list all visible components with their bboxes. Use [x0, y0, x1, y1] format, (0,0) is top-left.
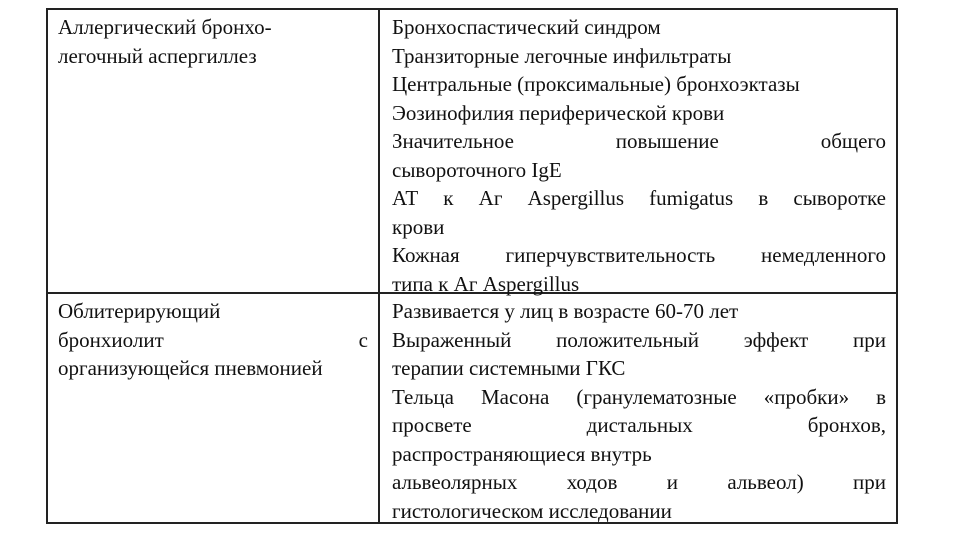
row-1-term-cell: [58, 13, 368, 70]
criteria-line: альвеолярных ходов и альвеол) при: [392, 470, 886, 494]
criteria-line: Эозинофилия периферической крови: [392, 100, 725, 125]
row-2-criteria-cell: [392, 297, 886, 525]
term-line: бронхиолит с: [58, 327, 368, 352]
table-right-border: [896, 8, 898, 524]
term-line: Аллергический бронхо-: [58, 15, 272, 39]
criteria-line: Значительное повышение общего: [392, 129, 886, 153]
criteria-line: распространяющиеся внутрь: [392, 441, 652, 466]
criteria-line: Развивается у лиц в возрасте 60-70 лет: [392, 299, 739, 323]
criteria-table: [46, 8, 898, 524]
criteria-line: Транзиторные легочные инфильтраты: [392, 43, 732, 68]
term-line: Облитерирующий: [58, 299, 221, 323]
criteria-line: Выраженный положительный эффект при: [392, 327, 886, 352]
criteria-line: типа к Аг Aspergillus: [392, 271, 580, 296]
criteria-line: терапии системными ГКС: [392, 356, 626, 380]
column-divider: [378, 8, 380, 524]
criteria-line: Тельца Масона (гранулематозные «пробки» в: [392, 384, 886, 409]
criteria-line: гистологическом исследовании: [392, 498, 672, 523]
row-1-criteria-cell: [392, 13, 886, 298]
criteria-line: крови: [392, 214, 445, 239]
row-2-term-cell: [58, 297, 368, 383]
criteria-line: Кожная гиперчувствительность немедленного: [392, 243, 886, 267]
criteria-line: просвете дистальных бронхов,: [392, 413, 886, 437]
term-line: легочный аспергиллез: [58, 43, 257, 68]
table-left-border: [46, 8, 48, 524]
criteria-line: АТ к Аг Aspergillus fumigatus в сыворотке: [392, 186, 886, 210]
table-top-border: [46, 8, 898, 10]
term-line: организующейся пневмонией: [58, 356, 323, 380]
criteria-line: Бронхоспастический синдром: [392, 15, 661, 39]
criteria-line: сывороточного IgE: [392, 157, 562, 182]
criteria-line: Центральные (проксимальные) бронхоэктазы: [392, 72, 800, 96]
